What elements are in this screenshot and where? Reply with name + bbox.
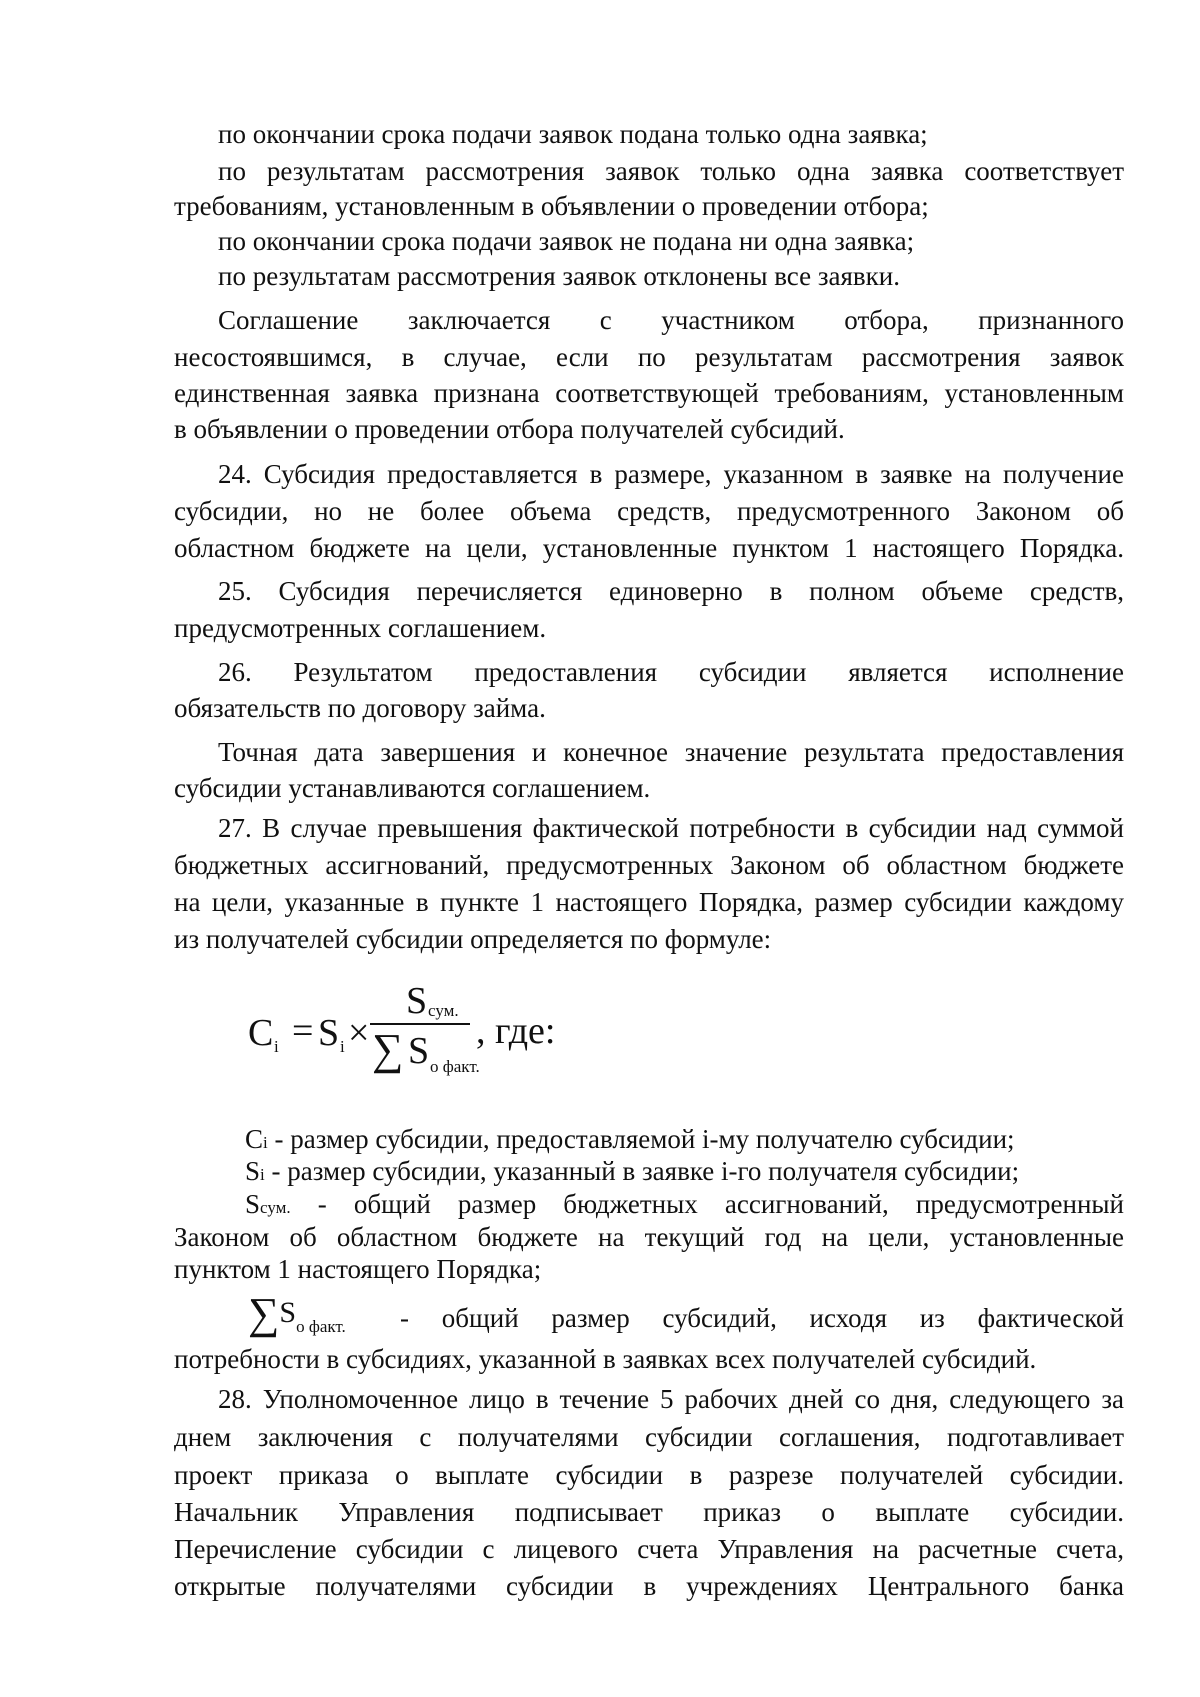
text-line: Точная дата завершения и конечное значение результата предоставления: [218, 737, 1124, 767]
text-line: субсидии, но не более объема средств, предусмотренного Законом об: [174, 496, 1124, 526]
text-line: по результатам рассмотрения заявок только одна заявка соответствует: [218, 156, 1124, 186]
text-line: проект приказа о выплате субсидии в разрезе получателей субсидии.: [174, 1460, 1124, 1490]
text-line: по результатам рассмотрения заявок отклонены все заявки.: [218, 261, 900, 291]
text-line: потребности в субсидиях, указанной в заявках всех получателей субсидий.: [174, 1344, 1037, 1374]
definition-ssum: [245, 1188, 1124, 1220]
text-line: Начальник Управления подписывает приказ о выплате субсидии.: [174, 1497, 1124, 1527]
text-line: требованиям, установленным в объявлении о проведении отбора;: [174, 191, 929, 221]
formula-numerator-s: S: [406, 980, 428, 1022]
text-line: Законом об областном бюджете на текущий год на цели, установленные: [174, 1222, 1124, 1252]
text-line: единственная заявка признана соответствующей требованиям, установленным: [174, 378, 1124, 408]
symbol-s: S: [245, 1156, 261, 1186]
symbol-s: S: [245, 1189, 261, 1219]
formula-times: ×: [348, 1012, 370, 1054]
symbol-fact-subscript: о факт.: [296, 1317, 346, 1336]
text-line: из получателей субсидии определяется по формуле:: [174, 924, 772, 954]
text-line: несостоявшимся, в случае, если по результатам рассмотрения заявок: [174, 342, 1124, 372]
text-line: пунктом 1 настоящего Порядка;: [174, 1254, 542, 1284]
text-line: в объявлении о проведении отбора получателей субсидий.: [174, 414, 845, 444]
text-line: Соглашение заключается с участником отбора, признанного: [218, 305, 1124, 335]
text-line: днем заключения с получателями субсидии соглашения, подготавливает: [174, 1422, 1124, 1452]
formula-denominator-subscript: о факт.: [430, 1057, 480, 1076]
text-line: 24. Субсидия предоставляется в размере, указанном в заявке на получение: [218, 459, 1124, 489]
symbol-c-subscript: i: [263, 1133, 268, 1152]
text-line: по окончании срока подачи заявок не подана ни одна заявка;: [218, 226, 915, 256]
formula-c-subscript: i: [274, 1037, 279, 1056]
sigma-symbol: ∑: [372, 1025, 404, 1074]
text-line: Перечисление субсидии с лицевого счета Управления на расчетные счета,: [174, 1534, 1124, 1564]
formula-numerator-subscript: сум.: [428, 1001, 459, 1020]
text-line: бюджетных ассигнований, предусмотренных Законом об областном бюджете: [174, 850, 1124, 880]
subsidy-formula: [248, 980, 668, 1090]
formula-where: , где:: [476, 1010, 556, 1052]
text-line: субсидии устанавливаются соглашением.: [174, 773, 651, 803]
sigma-symbol: ∑: [248, 1289, 280, 1338]
definition-si-text: - размер субсидии, указанный в заявке i-го получателя субсидии;: [264, 1156, 1020, 1186]
definition-ssum-text: - общий размер бюджетных ассигнований, предусмотренный: [290, 1189, 1124, 1219]
definition-si: [245, 1158, 1019, 1185]
symbol-s: S: [279, 1296, 297, 1329]
formula-s: S: [318, 1012, 340, 1054]
formula-s-subscript: i: [340, 1037, 345, 1056]
symbol-sum-fact: [248, 1289, 346, 1338]
text-line: открытые получателями субсидии в учреждениях Центрального банка: [174, 1571, 1124, 1601]
definition-ci: [245, 1126, 1015, 1153]
symbol-s-subscript: i: [260, 1165, 265, 1184]
text-line: по окончании срока подачи заявок подана только одна заявка;: [218, 119, 928, 149]
text-line: 26. Результатом предоставления субсидии является исполнение: [218, 657, 1124, 687]
symbol-c: C: [245, 1124, 264, 1154]
text-line: областном бюджете на цели, установленные пунктом 1 настоящего Порядка.: [174, 533, 1124, 563]
text-line: на цели, указанные в пункте 1 настоящего Порядка, размер субсидии каждому: [174, 887, 1124, 917]
formula-denominator-s: S: [408, 1030, 430, 1072]
text-line: 25. Субсидия перечисляется единоверно в полном объеме средств,: [218, 576, 1124, 606]
text-line: 28. Уполномоченное лицо в течение 5 рабочих дней со дня, следующего за: [218, 1384, 1124, 1414]
definition-ci-text: - размер субсидии, предоставляемой i-му получателю субсидии;: [267, 1124, 1015, 1154]
text-line: 27. В случае превышения фактической потребности в субсидии над суммой: [218, 813, 1124, 843]
formula-equals: =: [292, 1010, 314, 1052]
definition-sfact: - общий размер субсидий, исходя из фактической: [400, 1303, 1124, 1333]
text-line: обязательств по договору займа.: [174, 693, 546, 723]
text-line: предусмотренных соглашением.: [174, 613, 547, 643]
formula-c: C: [248, 1012, 274, 1054]
symbol-ssum-subscript: сум.: [260, 1198, 291, 1217]
